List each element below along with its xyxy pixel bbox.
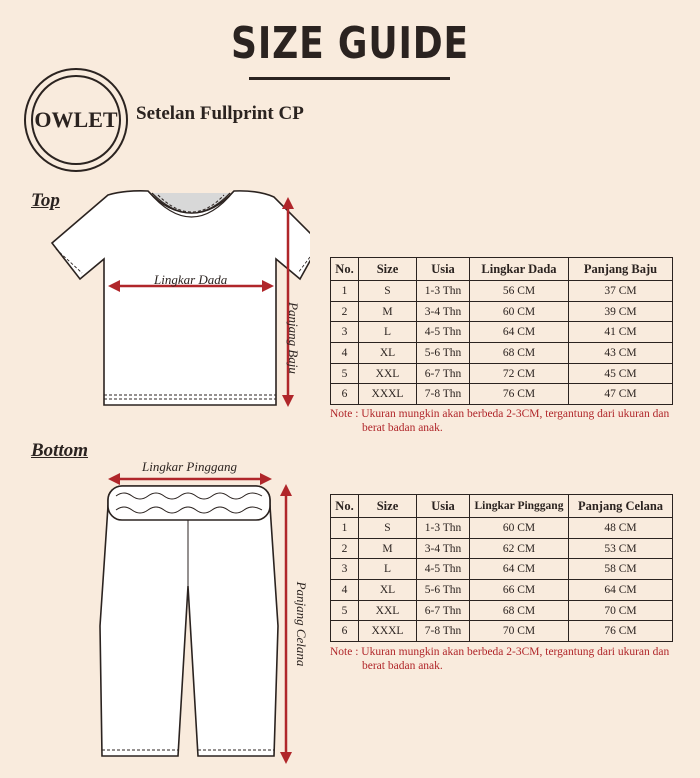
page-title: SIZE GUIDE (231, 18, 469, 69)
shirt-length-label: Panjang Baju (286, 302, 301, 374)
col-header: No. (331, 258, 359, 281)
cell: 45 CM (569, 363, 673, 384)
cell: 60 CM (470, 301, 569, 322)
top-note (330, 407, 675, 435)
cell: 76 CM (470, 384, 569, 405)
cell: 37 CM (569, 281, 673, 302)
cell: 53 CM (569, 538, 673, 559)
cell: 5-6 Thn (417, 580, 470, 601)
cell: 4 (331, 580, 359, 601)
cell: 58 CM (569, 559, 673, 580)
waist-label: Lingkar Pinggang (142, 459, 237, 474)
brand-logo-text: OWLET (31, 75, 121, 165)
cell: 7-8 Thn (417, 384, 470, 405)
cell: 6-7 Thn (417, 363, 470, 384)
cell: 3-4 Thn (417, 301, 470, 322)
brand-logo (24, 68, 128, 172)
cell: 6 (331, 621, 359, 642)
cell: 7-8 Thn (417, 621, 470, 642)
cell: 2 (331, 538, 359, 559)
cell: 4-5 Thn (417, 322, 470, 343)
bottom-note (330, 645, 675, 673)
table-row (331, 363, 673, 384)
section-top-label: Top (31, 190, 60, 211)
cell: 6 (331, 384, 359, 405)
cell: M (359, 301, 417, 322)
cell: 1 (331, 518, 359, 539)
cell: 41 CM (569, 322, 673, 343)
col-header: Size (359, 495, 417, 518)
table-row (331, 384, 673, 405)
cell: 4 (331, 343, 359, 364)
section-bottom-label: Bottom (31, 440, 89, 461)
cell: 76 CM (569, 621, 673, 642)
col-header: Usia (417, 495, 470, 518)
pants-outline (100, 506, 278, 756)
col-header: Lingkar Pinggang (470, 495, 569, 518)
cell: 6-7 Thn (417, 600, 470, 621)
top-note-line2: berat badan anak. (362, 422, 443, 434)
cell: 43 CM (569, 343, 673, 364)
cell: 3-4 Thn (417, 538, 470, 559)
table-row (331, 580, 673, 601)
cell: 47 CM (569, 384, 673, 405)
table-row (331, 281, 673, 302)
cell: 70 CM (569, 600, 673, 621)
cell: 60 CM (470, 518, 569, 539)
table-row (331, 343, 673, 364)
cell: 3 (331, 322, 359, 343)
cell: XXXL (359, 621, 417, 642)
pants-illustration (94, 466, 314, 772)
cell: 2 (331, 301, 359, 322)
tshirt-illustration (40, 185, 310, 420)
top-size-table (330, 257, 673, 405)
pants-length-label: Panjang Celana (294, 581, 309, 667)
cell: 5 (331, 600, 359, 621)
top-note-line1: Note : Ukuran mungkin akan berbeda 2-3CM, tergantung dari ukuran dan (330, 408, 670, 420)
cell: 39 CM (569, 301, 673, 322)
bottom-size-table (330, 494, 673, 642)
cell: XL (359, 343, 417, 364)
cell: 1-3 Thn (417, 518, 470, 539)
cell: 48 CM (569, 518, 673, 539)
table-row (331, 621, 673, 642)
cell: XXL (359, 363, 417, 384)
cell: 5-6 Thn (417, 343, 470, 364)
cell: 3 (331, 559, 359, 580)
cell: 72 CM (470, 363, 569, 384)
product-name: Setelan Fullprint CP (136, 103, 304, 124)
cell: XXXL (359, 384, 417, 405)
cell: 66 CM (470, 580, 569, 601)
col-header: No. (331, 495, 359, 518)
cell: XXL (359, 600, 417, 621)
col-header: Size (359, 258, 417, 281)
cell: 68 CM (470, 600, 569, 621)
cell: S (359, 518, 417, 539)
bottom-note-line2: berat badan anak. (362, 660, 443, 672)
cell: 4-5 Thn (417, 559, 470, 580)
cell: 5 (331, 363, 359, 384)
table-row (331, 518, 673, 539)
cell: 56 CM (470, 281, 569, 302)
table-row (331, 559, 673, 580)
chest-label: Lingkar Dada (154, 272, 228, 287)
cell: 64 CM (569, 580, 673, 601)
cell: L (359, 322, 417, 343)
cell: 1 (331, 281, 359, 302)
cell: XL (359, 580, 417, 601)
col-header: Lingkar Dada (470, 258, 569, 281)
bottom-note-line1: Note : Ukuran mungkin akan berbeda 2-3CM, tergantung dari ukuran dan (330, 646, 670, 658)
cell: 68 CM (470, 343, 569, 364)
cell: 64 CM (470, 559, 569, 580)
table-row (331, 322, 673, 343)
cell: L (359, 559, 417, 580)
col-header: Usia (417, 258, 470, 281)
table-row (331, 600, 673, 621)
shirt-outline (52, 191, 310, 405)
cell: S (359, 281, 417, 302)
cell: 62 CM (470, 538, 569, 559)
cell: 1-3 Thn (417, 281, 470, 302)
title-underline (249, 77, 450, 80)
cell: 70 CM (470, 621, 569, 642)
col-header: Panjang Celana (569, 495, 673, 518)
table-row (331, 538, 673, 559)
cell: M (359, 538, 417, 559)
col-header: Panjang Baju (569, 258, 673, 281)
cell: 64 CM (470, 322, 569, 343)
table-row (331, 301, 673, 322)
